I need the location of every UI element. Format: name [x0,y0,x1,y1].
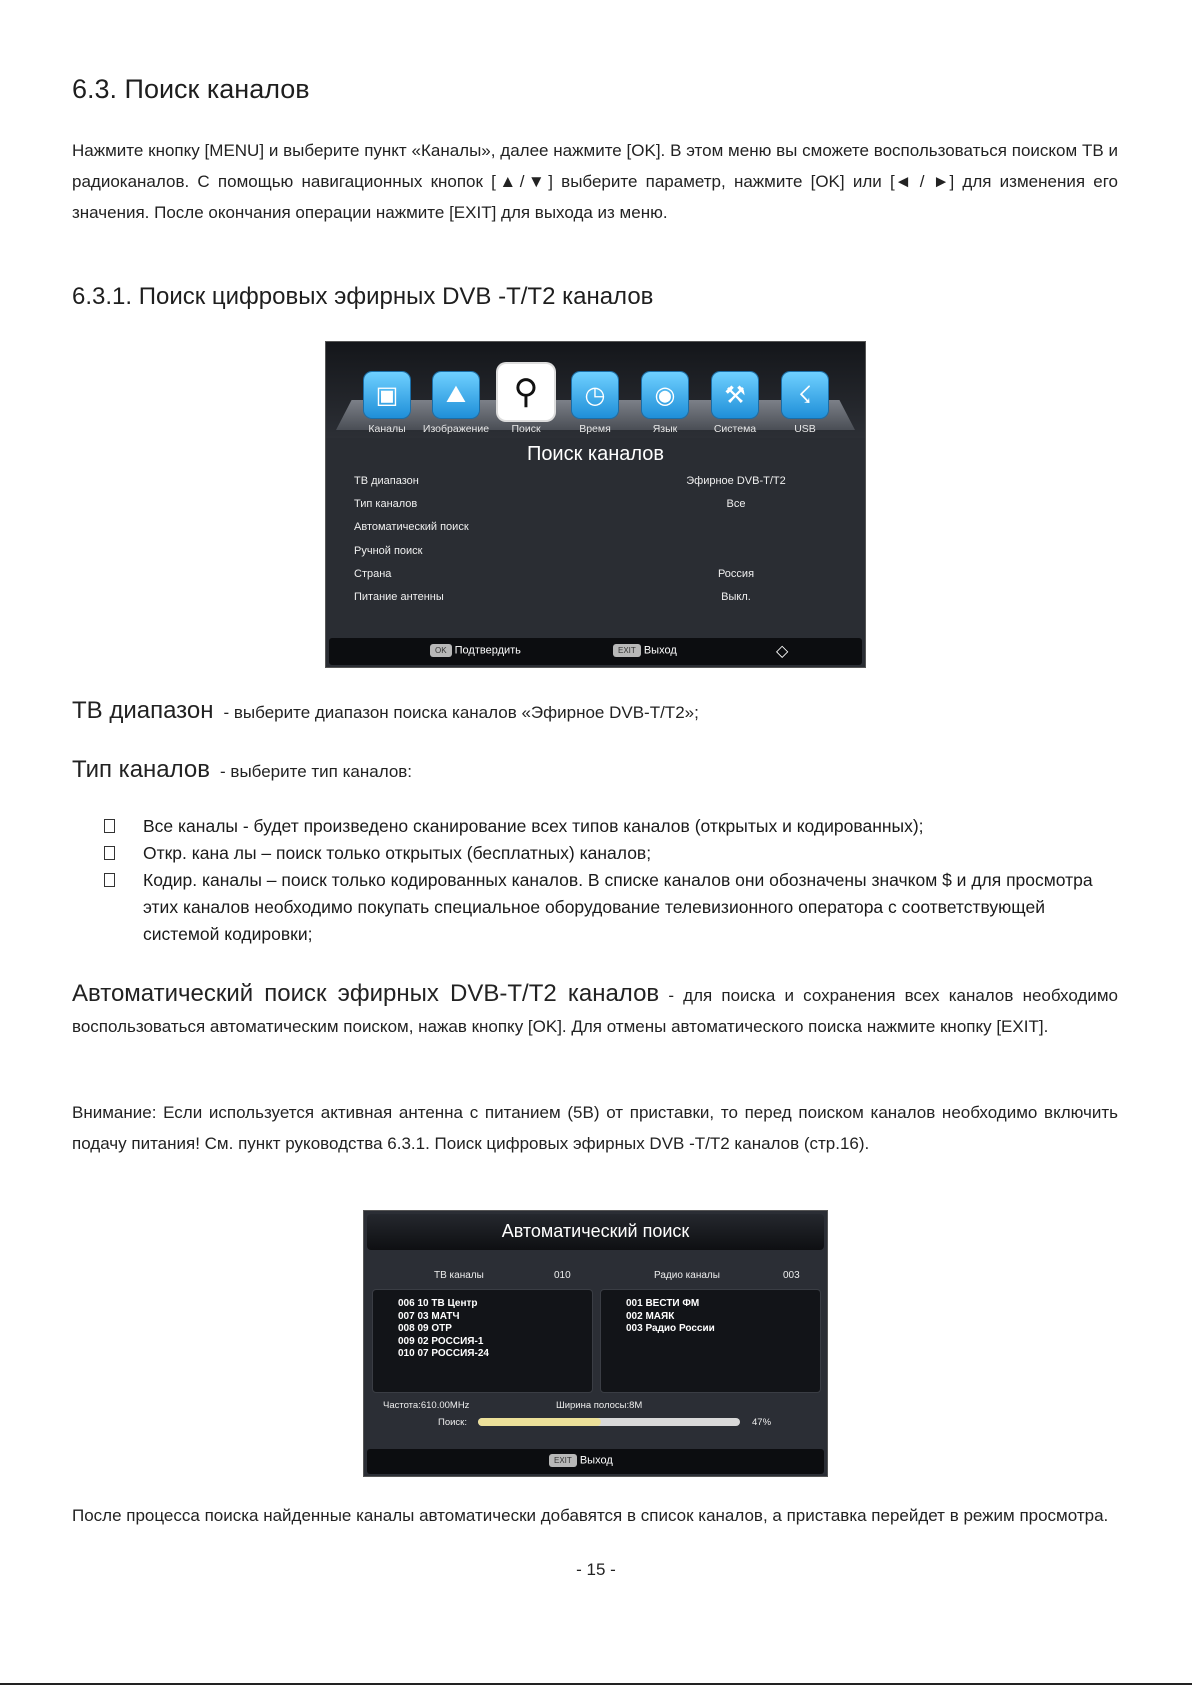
search-icon: ⚲ [498,364,554,420]
row-value: Выкл. [721,591,751,603]
subsection-title: 6.3.1. Поиск цифровых эфирных DVB -T/T2 каналов [72,283,654,310]
tv-channels-count: 010 [554,1270,571,1281]
menu-label-picture: Изображение [422,423,490,435]
row-value: Все [726,498,746,510]
menu-label-system: Система [713,423,757,435]
list-item: 001 ВЕСТИ ФМ [626,1298,700,1309]
row-value: Эфирное DVB-T/T2 [686,475,786,487]
usb-icon: ☇ [782,372,828,418]
channel-type-list [104,813,1114,948]
menu-label-time: Время [579,423,611,435]
picture-icon: ⛰ [433,372,479,418]
list-item: 002 МАЯК [626,1310,675,1322]
radio-channel-panel [600,1289,821,1393]
auto-search-title: Автоматический поиск [501,1221,690,1241]
navigation-arrows-icon: ◇ [776,643,789,660]
row-label: Ручной поиск [354,545,423,557]
menu-label-search: Поиск [511,423,541,435]
auto-search-screenshot [363,1210,828,1477]
channel-search-screenshot [325,341,866,668]
bullet-box-icon [104,819,115,833]
ok-key-icon: OK [430,644,452,657]
menu-label-usb: USB [794,423,816,435]
list-item: Откр. кана лы – поиск только открытых (бесплатных) каналов; [104,840,1114,867]
globe-icon: ◉ [642,372,688,418]
search-progress-bar [478,1418,740,1426]
list-item: 010 07 РОССИЯ-24 [398,1348,489,1359]
list-item: 007 03 МАТЧ [398,1310,460,1322]
warning-paragraph: Внимание: Если используется активная антенна с питанием (5В) от приставки, то перед поиском каналов необходимо включить подачу питания! См. пункт руководства 6.3.1. Поиск цифровых эфирных DVB -T/T2 каналов (стр.16). [72,1103,1118,1153]
row-label: Тип каналов [354,498,418,510]
screen-footer [367,1449,824,1474]
intro-paragraph: Нажмите кнопку [MENU] и выберите пункт «Каналы», далее нажмите [OK]. В этом меню вы сможете воспользоваться поиском ТВ и радиоканалов. С помощью навигационных кнопок [▲/▼] выберите параметр, нажмите [OK] или [◄ / ►] для изменения его значения. После окончания операции нажмите [EXIT] для выхода из меню. [72,141,1118,222]
band-description: - выберите диапазон поиска каналов «Эфирное DVB-T/T2»; [223,703,699,722]
list-item: 003 Радио России [626,1323,715,1334]
progress-percent: 47% [752,1417,772,1428]
exit-key-icon: EXIT [613,644,641,657]
row-label: Питание антенны [354,591,444,603]
screen-footer [329,638,862,665]
row-label: Автоматический поиск [354,521,469,533]
tv-channels-label: ТВ каналы [434,1270,484,1281]
exit-key-icon: EXIT [549,1454,577,1467]
confirm-label: Подтвердить [454,644,521,657]
auto-search-term: Автоматический поиск эфирных DVB-T/T2 каналов [72,980,660,1007]
row-label: ТВ диапазон [354,475,419,487]
tv-channel-panel [372,1289,593,1393]
tv-icon: ▣ [364,372,410,418]
closing-paragraph: После процесса поиска найденные каналы автоматически добавятся в список каналов, а приставка перейдет в режим просмотра. [72,1506,1109,1525]
list-item: 006 10 ТВ Центр [398,1298,478,1309]
type-term-line [72,756,412,784]
row-label: Страна [354,568,392,580]
clock-icon: ◷ [572,372,618,418]
exit-label: Выход [643,644,677,657]
list-item: 008 09 ОТР [398,1323,452,1334]
page-number: - 15 - [576,1560,616,1579]
bandwidth-readout: Ширина полосы:8M [556,1400,643,1411]
auto-search-paragraph [72,978,1118,1042]
frequency-readout: Частота:610.00MHz [383,1400,470,1411]
type-term: Тип каналов [72,756,211,783]
bullet-box-icon [104,873,115,887]
list-item: Кодир. каналы – поиск только кодированных каналов. В списке каналов они обозначены значком $ и для просмотра этих каналов необходимо покупать специальное оборудование телевизионного оператора с соответствующей системой кодировки; [104,867,1114,948]
list-item: Все каналы - будет произведено сканирование всех типов каналов (открытых и кодированных); [104,813,1114,840]
progress-fill [478,1418,601,1426]
screen-title: Поиск каналов [526,443,665,465]
band-term: ТВ диапазон [72,697,214,724]
band-term-line [72,697,699,725]
radio-channels-count: 003 [783,1270,800,1281]
search-progress-label: Поиск: [438,1417,467,1428]
row-value: Россия [717,568,755,580]
bullet-box-icon [104,846,115,860]
exit-label: Выход [579,1454,613,1467]
section-title: 6.3. Поиск каналов [72,74,310,104]
tools-icon: ⚒ [712,372,758,418]
menu-label-language: Язык [652,423,678,435]
list-item: 009 02 РОССИЯ-1 [398,1335,484,1347]
type-description: - выберите тип каналов: [220,762,413,781]
radio-channels-label: Радио каналы [654,1270,720,1281]
menu-label-channels: Каналы [368,423,406,435]
auto-search-description: - для поиска и сохранения всех каналов необходимо воспользоваться автоматическим поиском, нажав кнопку [OK]. Для отмены автоматического поиска нажмите кнопку [EXIT]. [72,986,1118,1036]
